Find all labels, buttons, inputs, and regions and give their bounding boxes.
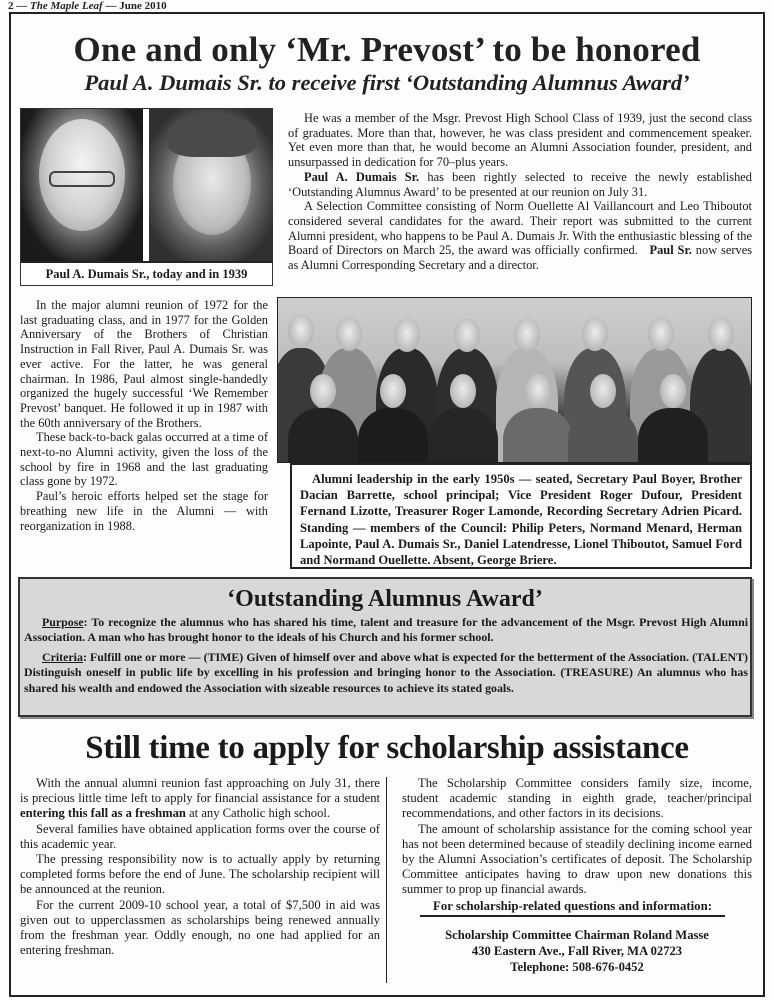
contact-block	[402, 927, 752, 975]
column-divider	[386, 777, 387, 983]
figure-head	[590, 374, 616, 408]
seated-figure	[358, 408, 428, 463]
scholarship-paragraph: Several families have obtained application forms over the course of this academic year.	[20, 821, 380, 851]
figure-head	[708, 317, 734, 351]
contact-phone: Telephone: 508-676-0452	[510, 959, 644, 974]
figure-head	[288, 314, 314, 348]
figure-head	[336, 317, 362, 351]
contact-address: 430 Eastern Ave., Fall River, MA 02723	[471, 943, 683, 958]
scholarship-paragraph: The pressing responsibility now is to actually apply by returning completed forms before the end of June. The scholarship recipient will be announced at the reunion.	[20, 852, 380, 897]
portrait-photos	[20, 108, 273, 286]
history-column	[20, 298, 268, 533]
scholarship-paragraph	[20, 776, 380, 822]
seated-figure	[428, 408, 498, 463]
portrait-today-image	[21, 109, 143, 261]
figure-head	[310, 374, 336, 408]
figure-head	[454, 318, 480, 352]
paragraph-text: With the annual alumni reunion fast approaching on July 31, there is precious little time left to apply for financial assistance for a student	[20, 776, 380, 806]
figure-head	[450, 374, 476, 408]
figure-head	[380, 374, 406, 408]
purpose-label: Purpose	[42, 615, 84, 629]
glasses-shape	[49, 171, 115, 187]
bold-name: Paul A. Dumais Sr.	[304, 169, 420, 184]
page-number: 2	[8, 0, 14, 12]
history-paragraph: Paul’s heroic efforts helped set the stage for breathing new life in the Alumni — with reorganization in 1988.	[20, 489, 268, 533]
scholarship-left-column	[20, 776, 380, 958]
contact-heading: For scholarship-related questions and information:	[420, 899, 725, 917]
folio-separator: —	[13, 0, 30, 12]
scholarship-paragraph: The Scholarship Committee considers family size, income, student academic standing in eighth grade, teacher/principal recommendations, and other factors in its decisions.	[402, 776, 752, 821]
award-info-box	[18, 577, 752, 717]
publication-name: The Maple Leaf	[30, 0, 103, 12]
bold-emphasis: entering this fall as a freshman	[20, 806, 186, 821]
intro-paragraph	[288, 170, 752, 199]
seated-figure	[288, 408, 358, 463]
paragraph-text: now serves as Alumni Corresponding Secretary and a director.	[288, 243, 753, 273]
bold-name: Paul Sr.	[649, 243, 692, 258]
group-photo-caption: Alumni leadership in the early 1950s — seated, Secretary Paul Boyer, Brother Dacian Barrette, school principal; Vice President Roger Dufour, President Fernand Lizotte, Treasurer Roger Lamonde, Recording Secretary Adrien Picard. Standing — members of the Council: Philip Peters, Normand Menard, Herman Lapointe, Paul A. Dumais Sr., Daniel Latendresse, Lionel Thiboutot, Samuel Ford and Normand Ouellette. Absent, George Briere.	[290, 463, 752, 569]
figure-head	[394, 318, 420, 352]
seated-figure	[638, 408, 708, 463]
alumni-leadership-group-photo	[277, 297, 752, 463]
portrait-1939-image	[149, 109, 273, 261]
paragraph-text: He was a member of the Msgr. Prevost High School Class of 1939, just the second class of graduates. More than that, however, he was class president and commencement speaker. Yet even more than that, he would become an Alumni Association founder, president, and unsurpassed in dedication for 70–plus years.	[288, 111, 752, 170]
page-folio	[8, 0, 167, 12]
intro-column	[288, 111, 752, 273]
criteria-label: Criteria	[42, 649, 83, 664]
history-paragraph: In the major alumni reunion of 1972 for the last graduating class, and in 1977 for the Golden Anniversary of the Brothers of Christian Instruction in Fall River, Paul A. Dumais Sr. was ever active. For the latter, he was general chairman. In 1986, Paul almost single-handedly organized the hugely successful ‘We Remember Prevost’ banquet. He followed it up in 1987 with the 60th anniversary of the Brothers.	[20, 298, 268, 430]
paragraph-text: A Selection Committee consisting of Norm Ouellette Al Vaillancourt and Leo Thiboutot considered several candidates for the award. Their report was submitted to the current Alumni president, who happens to be Paul A. Dumais Jr. With the enthusiastic blessing of the Board of Directors on March 25, the award was officially confirmed.	[288, 199, 752, 258]
award-body	[24, 615, 748, 700]
figure-head	[514, 318, 540, 352]
award-criteria	[24, 650, 748, 696]
seated-figure	[568, 408, 638, 463]
scholarship-headline: Still time to apply for scholarship assistance	[85, 730, 689, 766]
criteria-text: : Fulfill one or more — (TIME) Given of himself over and above what is expected for the betterment of the Association. (TALENT) Distinguish oneself in public life by excelling in his profession and bringing honor to the Association. (TREASURE) An alumnus who has shared his wealth and endowed the Association with sizeable resources to achieve its stated goals.	[24, 649, 748, 695]
figure-head	[525, 374, 551, 408]
award-title: ‘Outstanding Alumnus Award’	[227, 586, 543, 612]
issue-date: — June 2010	[102, 0, 167, 12]
figure-head	[660, 374, 686, 408]
purpose-text: : To recognize the alumnus who has shared his time, talent and treasure for the advancement of the Msgr. Prevost High Alumni Association. A man who has brought honor to the ideals of his Church and his former school.	[24, 615, 748, 645]
intro-paragraph	[288, 199, 752, 273]
scholarship-right-column	[402, 776, 752, 975]
history-paragraph: These back-to-back galas occurred at a time of next-to-no Alumni activity, given the loss of the school by fire in 1968 and the last graduating class gone by 1972.	[20, 430, 268, 489]
paragraph-text: at any Catholic high school.	[185, 806, 331, 821]
scholarship-paragraph: The amount of scholarship assistance for the coming school year has not been determined because of steadily declining income earned by the Alumni Association’s certificates of deposit. The Scholarship Committee anticipates having to draw upon new donations this summer to prop up financial awards.	[402, 821, 752, 897]
award-purpose	[24, 615, 748, 646]
scholarship-paragraph: For the current 2009-10 school year, a total of $7,500 in aid was given out to upperclassmen as scholarships being renewed annually from the freshman year. Oddly enough, no one had applied for an entering freshman.	[20, 897, 380, 958]
intro-paragraph	[288, 111, 752, 170]
paragraph-text: has been rightly selected to receive the newly established ‘Outstanding Alumnus Award’ to be presented at our reunion on July 31.	[288, 169, 752, 199]
portrait-caption: Paul A. Dumais Sr., today and in 1939	[21, 261, 272, 285]
article-headline: One and only ‘Mr. Prevost’ to be honored	[73, 30, 701, 69]
contact-name: Scholarship Committee Chairman Roland Masse	[445, 927, 709, 942]
figure-head	[582, 317, 608, 351]
article-subheadline: Paul A. Dumais Sr. to receive first ‘Outstanding Alumnus Award’	[84, 70, 690, 95]
hair-shape	[167, 113, 257, 157]
seated-figure	[503, 408, 573, 463]
figure-head	[648, 317, 674, 351]
